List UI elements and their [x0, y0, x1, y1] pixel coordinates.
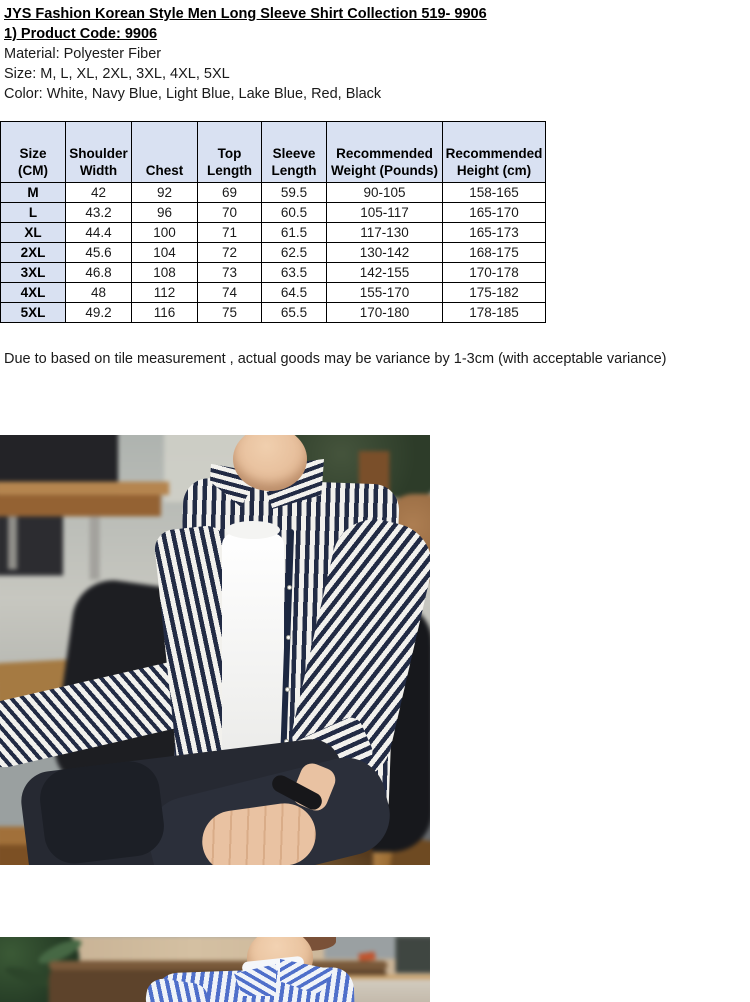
- measurement-note: Due to based on tile measurement , actual goods may be variance by 1-3cm (with acceptable variance): [4, 351, 667, 367]
- photo2-model: [0, 937, 430, 1002]
- column-header: Chest: [132, 122, 198, 183]
- jeans-shadow: [37, 758, 168, 865]
- table-cell: 43.2: [66, 203, 132, 223]
- table-cell: 96: [132, 203, 198, 223]
- table-cell: 165-173: [443, 223, 546, 243]
- table-cell: 61.5: [262, 223, 327, 243]
- size-table-body: [1, 183, 546, 323]
- table-cell: 75: [198, 303, 262, 323]
- table-cell: 155-170: [327, 283, 443, 303]
- column-header: Shoulder Width: [66, 122, 132, 183]
- column-header: Recommended Height (cm): [443, 122, 546, 183]
- shirt-button: [286, 635, 291, 640]
- table-cell: 142-155: [327, 263, 443, 283]
- product-sizes: Size: M, L, XL, 2XL, 3XL, 4XL, 5XL: [4, 66, 230, 82]
- table-cell: 165-170: [443, 203, 546, 223]
- size-label-cell: L: [1, 203, 66, 223]
- size-table: [0, 121, 546, 323]
- table-cell: 63.5: [262, 263, 327, 283]
- size-label-cell: XL: [1, 223, 66, 243]
- table-row: [1, 263, 546, 283]
- product-code: 1) Product Code: 9906: [4, 26, 158, 42]
- table-cell: 70: [198, 203, 262, 223]
- table-cell: 49.2: [66, 303, 132, 323]
- white-tee: [222, 533, 284, 761]
- table-cell: 175-182: [443, 283, 546, 303]
- table-cell: 178-185: [443, 303, 546, 323]
- table-cell: 71: [198, 223, 262, 243]
- table-row: [1, 303, 546, 323]
- table-cell: 48: [66, 283, 132, 303]
- size-label-cell: 5XL: [1, 303, 66, 323]
- product-info: [0, 0, 750, 104]
- table-cell: 168-175: [443, 243, 546, 263]
- table-row: [1, 223, 546, 243]
- table-cell: 60.5: [262, 203, 327, 223]
- product-title: JYS Fashion Korean Style Men Long Sleeve Shirt Collection 519- 9906: [4, 6, 487, 22]
- table-cell: 46.8: [66, 263, 132, 283]
- shirt-button: [285, 687, 290, 692]
- tee-neckline: [226, 521, 280, 539]
- size-label-cell: 4XL: [1, 283, 66, 303]
- product-material: Material: Polyester Fiber: [4, 46, 162, 62]
- shirt-button: [287, 585, 292, 590]
- table-cell: 64.5: [262, 283, 327, 303]
- table-row: [1, 203, 546, 223]
- table-cell: 62.5: [262, 243, 327, 263]
- table-cell: 104: [132, 243, 198, 263]
- table-cell: 170-180: [327, 303, 443, 323]
- photo1-model: [0, 435, 430, 865]
- table-cell: 170-178: [443, 263, 546, 283]
- table-cell: 65.5: [262, 303, 327, 323]
- table-cell: 90-105: [327, 183, 443, 203]
- size-label-cell: 2XL: [1, 243, 66, 263]
- column-header: Size (CM): [1, 122, 66, 183]
- table-cell: 92: [132, 183, 198, 203]
- table-cell: 74: [198, 283, 262, 303]
- product-colors: Color: White, Navy Blue, Light Blue, Lake Blue, Red, Black: [4, 86, 382, 102]
- table-cell: 69: [198, 183, 262, 203]
- table-cell: 116: [132, 303, 198, 323]
- table-cell: 59.5: [262, 183, 327, 203]
- table-row: [1, 243, 546, 263]
- table-row: [1, 183, 546, 203]
- table-cell: 72: [198, 243, 262, 263]
- size-label-cell: 3XL: [1, 263, 66, 283]
- table-cell: 105-117: [327, 203, 443, 223]
- table-cell: 108: [132, 263, 198, 283]
- product-photo-1: [0, 435, 430, 865]
- product-photo-2: [0, 937, 430, 1002]
- column-header: Recommended Weight (Pounds): [327, 122, 443, 183]
- column-header: Top Length: [198, 122, 262, 183]
- size-label-cell: M: [1, 183, 66, 203]
- table-row: [1, 283, 546, 303]
- column-header: Sleeve Length: [262, 122, 327, 183]
- table-cell: 44.4: [66, 223, 132, 243]
- table-cell: 73: [198, 263, 262, 283]
- table-cell: 130-142: [327, 243, 443, 263]
- size-table-header-row: [1, 122, 546, 183]
- table-cell: 112: [132, 283, 198, 303]
- table-cell: 100: [132, 223, 198, 243]
- table-cell: 158-165: [443, 183, 546, 203]
- table-cell: 42: [66, 183, 132, 203]
- table-cell: 117-130: [327, 223, 443, 243]
- table-cell: 45.6: [66, 243, 132, 263]
